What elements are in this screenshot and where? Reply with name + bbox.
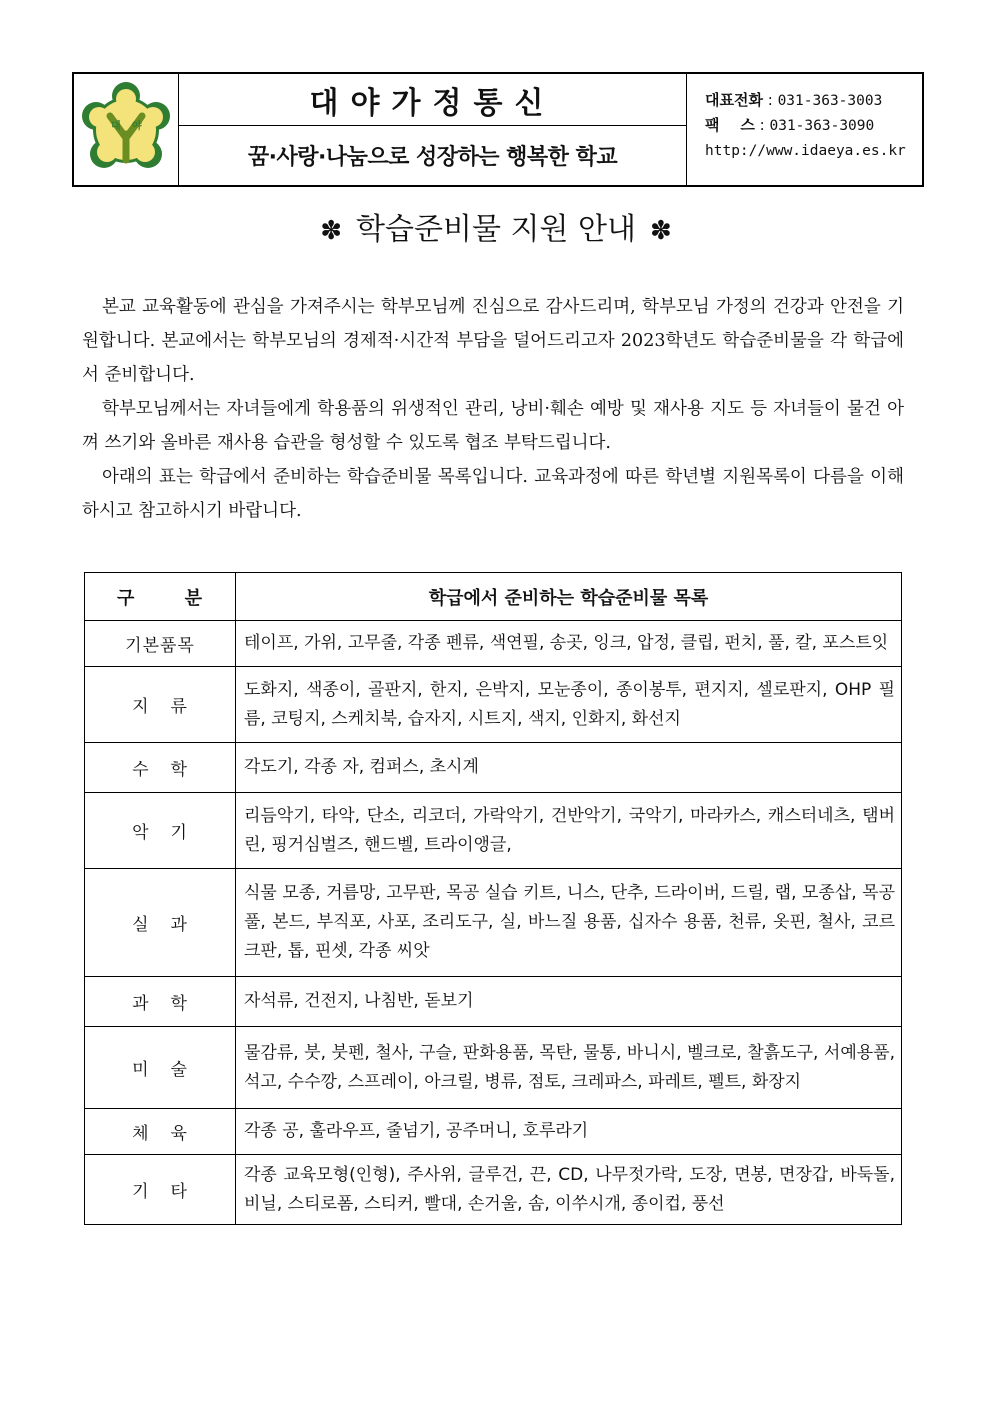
row-items: 도화지, 색종이, 골판지, 한지, 은박지, 모눈종이, 종이봉투, 편지지, 셀로판지, OHP 필름, 코팅지, 스케치북, 습자지, 시트지, 색지, 인화지, 화선지: [236, 667, 902, 743]
row-category: 실과: [85, 869, 236, 977]
table-row: [85, 621, 902, 667]
table-row: [85, 1027, 902, 1109]
row-category: 악기: [85, 793, 236, 869]
flower-icon: ✽: [320, 216, 343, 246]
row-items: 각도기, 각종 자, 컴퍼스, 초시계: [236, 743, 902, 793]
fax-separator: :: [759, 116, 770, 134]
contact-fax: [705, 113, 922, 138]
row-category: 과학: [85, 977, 236, 1027]
header-category: 구 분: [85, 573, 236, 621]
row-items: 리듬악기, 타악, 단소, 리코더, 가락악기, 건반악기, 국악기, 마라카스, 캐스터네츠, 탬버린, 핑거심벌즈, 핸드벨, 트라이앵글,: [236, 793, 902, 869]
table-header-row: [85, 573, 902, 621]
paragraph-table-intro: 아래의 표는 학급에서 준비하는 학습준비물 목록입니다. 교육과정에 따른 학년별 지원목록이 다름을 이해하시고 참고하시기 바랍니다.: [82, 467, 904, 521]
notice-title: [0, 204, 992, 248]
phone-separator: :: [767, 91, 778, 109]
table-row: [85, 1155, 902, 1225]
row-items: 자석류, 건전지, 나침반, 돋보기: [236, 977, 902, 1027]
contact-info: [687, 74, 922, 185]
table-row: [85, 793, 902, 869]
paragraph-greeting: 본교 교육활동에 관심을 가져주시는 학부모님께 진심으로 감사드리며, 학부모님 가정의 건강과 안전을 기원합니다. 본교에서는 학부모님의 경제적·시간적 부담을 덜어드리고자 2023학년도 학습준비물을 각 학급에서 준비합니다.: [82, 297, 904, 385]
logo-cell: [74, 74, 179, 185]
row-category: 미술: [85, 1027, 236, 1109]
row-items: 각종 교육모형(인형), 주사위, 글루건, 끈, CD, 나무젓가락, 도장, 면봉, 면장갑, 바둑돌, 비닐, 스티로폼, 스티커, 빨대, 손거울, 솜, 이쑤시개, 종이컵, 풍선: [236, 1155, 902, 1225]
website-link[interactable]: http://www.idaeya.es.kr: [705, 143, 906, 159]
row-items: 식물 모종, 거름망, 고무판, 목공 실습 키트, 니스, 단추, 드라이버, 드릴, 랩, 모종삽, 목공풀, 본드, 부직포, 사포, 조리도구, 실, 바느질 용품, 십자수 용품, 천류, 옷핀, 철사, 코르크판, 톱, 핀셋, 각종 씨앗: [236, 869, 902, 977]
school-motto: 꿈·사랑·나눔으로 성장하는 행복한 학교: [247, 145, 618, 170]
table-row: [85, 667, 902, 743]
flower-icon: ✽: [649, 216, 672, 246]
row-category: 지류: [85, 667, 236, 743]
table-row: [85, 977, 902, 1027]
supplies-table: [84, 572, 902, 1225]
row-category: 기타: [85, 1155, 236, 1225]
phone-label: 대표전화: [705, 91, 763, 109]
title-cell: [179, 74, 687, 185]
svg-text:야: 야: [132, 120, 142, 132]
row-items: 각종 공, 훌라우프, 줄넘기, 공주머니, 호루라기: [236, 1109, 902, 1155]
newsletter-title: 대야가정통신: [179, 74, 686, 126]
svg-text:대: 대: [111, 120, 121, 132]
table-row: [85, 1109, 902, 1155]
header-items: 학급에서 준비하는 학습준비물 목록: [236, 573, 902, 621]
newsletter-header: [72, 72, 924, 187]
row-items: 테이프, 가위, 고무줄, 각종 펜류, 색연필, 송곳, 잉크, 압정, 클립, 펀치, 풀, 칼, 포스트잇: [236, 621, 902, 667]
notice-title-text: 학습준비물 지원 안내: [356, 212, 636, 247]
notice-body: [82, 290, 904, 528]
fax-label: 팩 스: [705, 116, 755, 134]
row-items: 물감류, 붓, 붓펜, 철사, 구슬, 판화용품, 목탄, 물통, 바니시, 벨크로, 찰흙도구, 서예용품, 석고, 수수깡, 스프레이, 아크릴, 병류, 점토, 크레파스, 파레트, 펠트, 화장지: [236, 1027, 902, 1109]
row-category: 기본품목: [85, 621, 236, 667]
table-row: [85, 869, 902, 977]
table-row: [85, 743, 902, 793]
row-category: 체육: [85, 1109, 236, 1155]
paragraph-request: 학부모님께서는 자녀들에게 학용품의 위생적인 관리, 낭비·훼손 예방 및 재사용 지도 등 자녀들이 물건 아껴 쓰기와 올바른 재사용 습관을 형성할 수 있도록 협조 부탁드립니다.: [82, 399, 904, 453]
fax-value: 031-363-3090: [769, 118, 875, 134]
school-logo: [78, 82, 174, 178]
contact-phone: [705, 88, 922, 113]
row-category: 수학: [85, 743, 236, 793]
phone-value: 031-363-3003: [777, 93, 883, 109]
contact-website[interactable]: [705, 138, 922, 163]
